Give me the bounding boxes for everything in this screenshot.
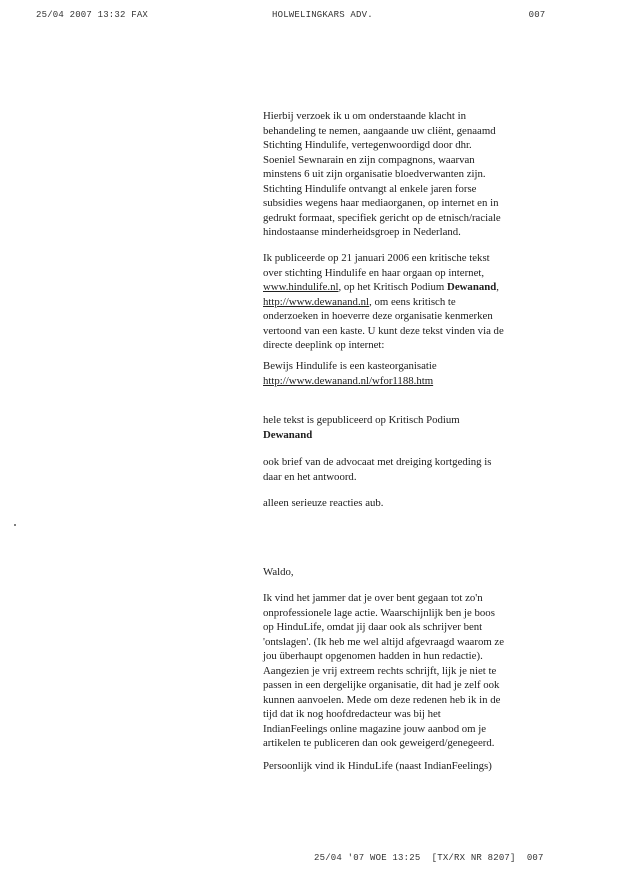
text-line: passen in een dergelijke organisatie, dit had je zelf ook [263, 679, 500, 691]
hele-tekst-block [263, 413, 548, 442]
text-fragment: , op het Kritisch Podium [338, 281, 448, 293]
text-line: minstens 6 uit zijn organisatie bloedverwanten zijn. [263, 168, 486, 180]
text-line: over stichting Hindulife en haar orgaan op internet, [263, 266, 485, 279]
text-fragment: , om eens kritisch te [369, 295, 456, 308]
text-line: hindostaanse minderheidsgroep in Nederland. [263, 226, 461, 238]
dewanand-bold: Dewanand [263, 428, 313, 441]
text-line: kunnen aanvoelen. Mede om deze redenen heb ik in de [263, 693, 501, 706]
hindulife-link[interactable]: www.hindulife.nl [263, 281, 339, 293]
bewijs-title: Bewijs Hindulife is een kasteorganisatie [263, 360, 437, 372]
text-line: op HinduLife, omdat jij daar ook als schrijver bent [263, 621, 483, 633]
fax-header-page: 007 [523, 10, 546, 20]
text-line [263, 295, 548, 310]
text-line: onderzoeken in hoeverre deze organisatie kenmerken [263, 310, 493, 322]
ook-brief-block [263, 455, 548, 484]
text-line: behandeling te nemen, aangaande uw cliënt, genaamd [263, 124, 496, 137]
text-line [263, 374, 548, 389]
text-line: onprofessionele lage actie. Waarschijnlijk ben je boos [263, 606, 495, 619]
bewijs-block [263, 359, 548, 388]
text-line: subsidies wegens haar mediaorganen, op internet en in [263, 197, 499, 209]
text-line: directe deeplink op internet: [263, 339, 385, 351]
text-line: Ik vind het jammer dat je over bent gegaan tot zo'n [263, 592, 483, 604]
complaint-paragraph-1 [263, 109, 548, 240]
dewanand-bold: Dewanand [447, 281, 497, 293]
text-line: alleen serieuze reacties aub. [263, 497, 384, 509]
text-line: gedrukt formaat, specifiek gericht op de etnisch/raciale [263, 211, 501, 224]
text-line: IndianFeelings online magazine jouw aanbod om je [263, 722, 487, 735]
scan-speck [14, 524, 16, 526]
reply-salutation [263, 565, 548, 580]
fax-header-timestamp: 25/04 2007 13:32 FAX [36, 10, 149, 20]
fax-header-sender: HOLWELINGKARS ADV. [272, 10, 373, 20]
reply-paragraph-2 [263, 759, 548, 774]
text-line: jou überhaupt opgenomen hadden in hun redactie). [263, 650, 483, 662]
text-line: artikelen te publiceren dan ook geweigerd/genegeerd. [263, 737, 495, 749]
text-fragment: , [496, 281, 499, 293]
text-line: Ik publiceerde op 21 januari 2006 een kritische tekst [263, 252, 490, 264]
text-line: ook brief van de advocaat met dreiging kortgeding is [263, 456, 492, 468]
text-line: hele tekst is gepubliceerd op Kritisch Podium [263, 414, 460, 426]
text-line: Waldo, [263, 566, 294, 578]
alleen-block [263, 496, 548, 511]
text-line: Persoonlijk vind ik HinduLife (naast IndianFeelings) [263, 760, 492, 772]
text-line: Soeniel Sewnarain en zijn compagnons, waarvan [263, 153, 475, 166]
text-line: daar en het antwoord. [263, 470, 357, 483]
text-line: 'ontslagen'. (Ik heb me wel altijd afgevraagd waarom ze [263, 635, 505, 648]
reply-paragraph-1 [263, 591, 548, 751]
text-line: tijd dat ik nog hoofdredacteur was bij het [263, 708, 441, 720]
text-line: Stichting Hindulife ontvangt al enkele jaren forse [263, 182, 477, 195]
text-line [263, 280, 548, 295]
text-line: Stichting Hindulife, vertegenwoordigd door dhr. [263, 139, 472, 151]
text-line: Hierbij verzoek ik u om onderstaande klacht in [263, 110, 466, 122]
text-line: Aangezien je vrij extreem rechts schrijft, lijk je niet te [263, 664, 497, 677]
fax-footer: 25/04 '07 WOE 13:25 [TX/RX NR 8207] 007 [314, 853, 544, 863]
bewijs-link[interactable]: http://www.dewanand.nl/wfor1188.htm [263, 374, 434, 387]
complaint-paragraph-2 [263, 251, 548, 353]
text-line: vertoond van een kaste. U kunt deze tekst vinden via de [263, 324, 504, 337]
dewanand-link[interactable]: http://www.dewanand.nl [263, 295, 370, 308]
